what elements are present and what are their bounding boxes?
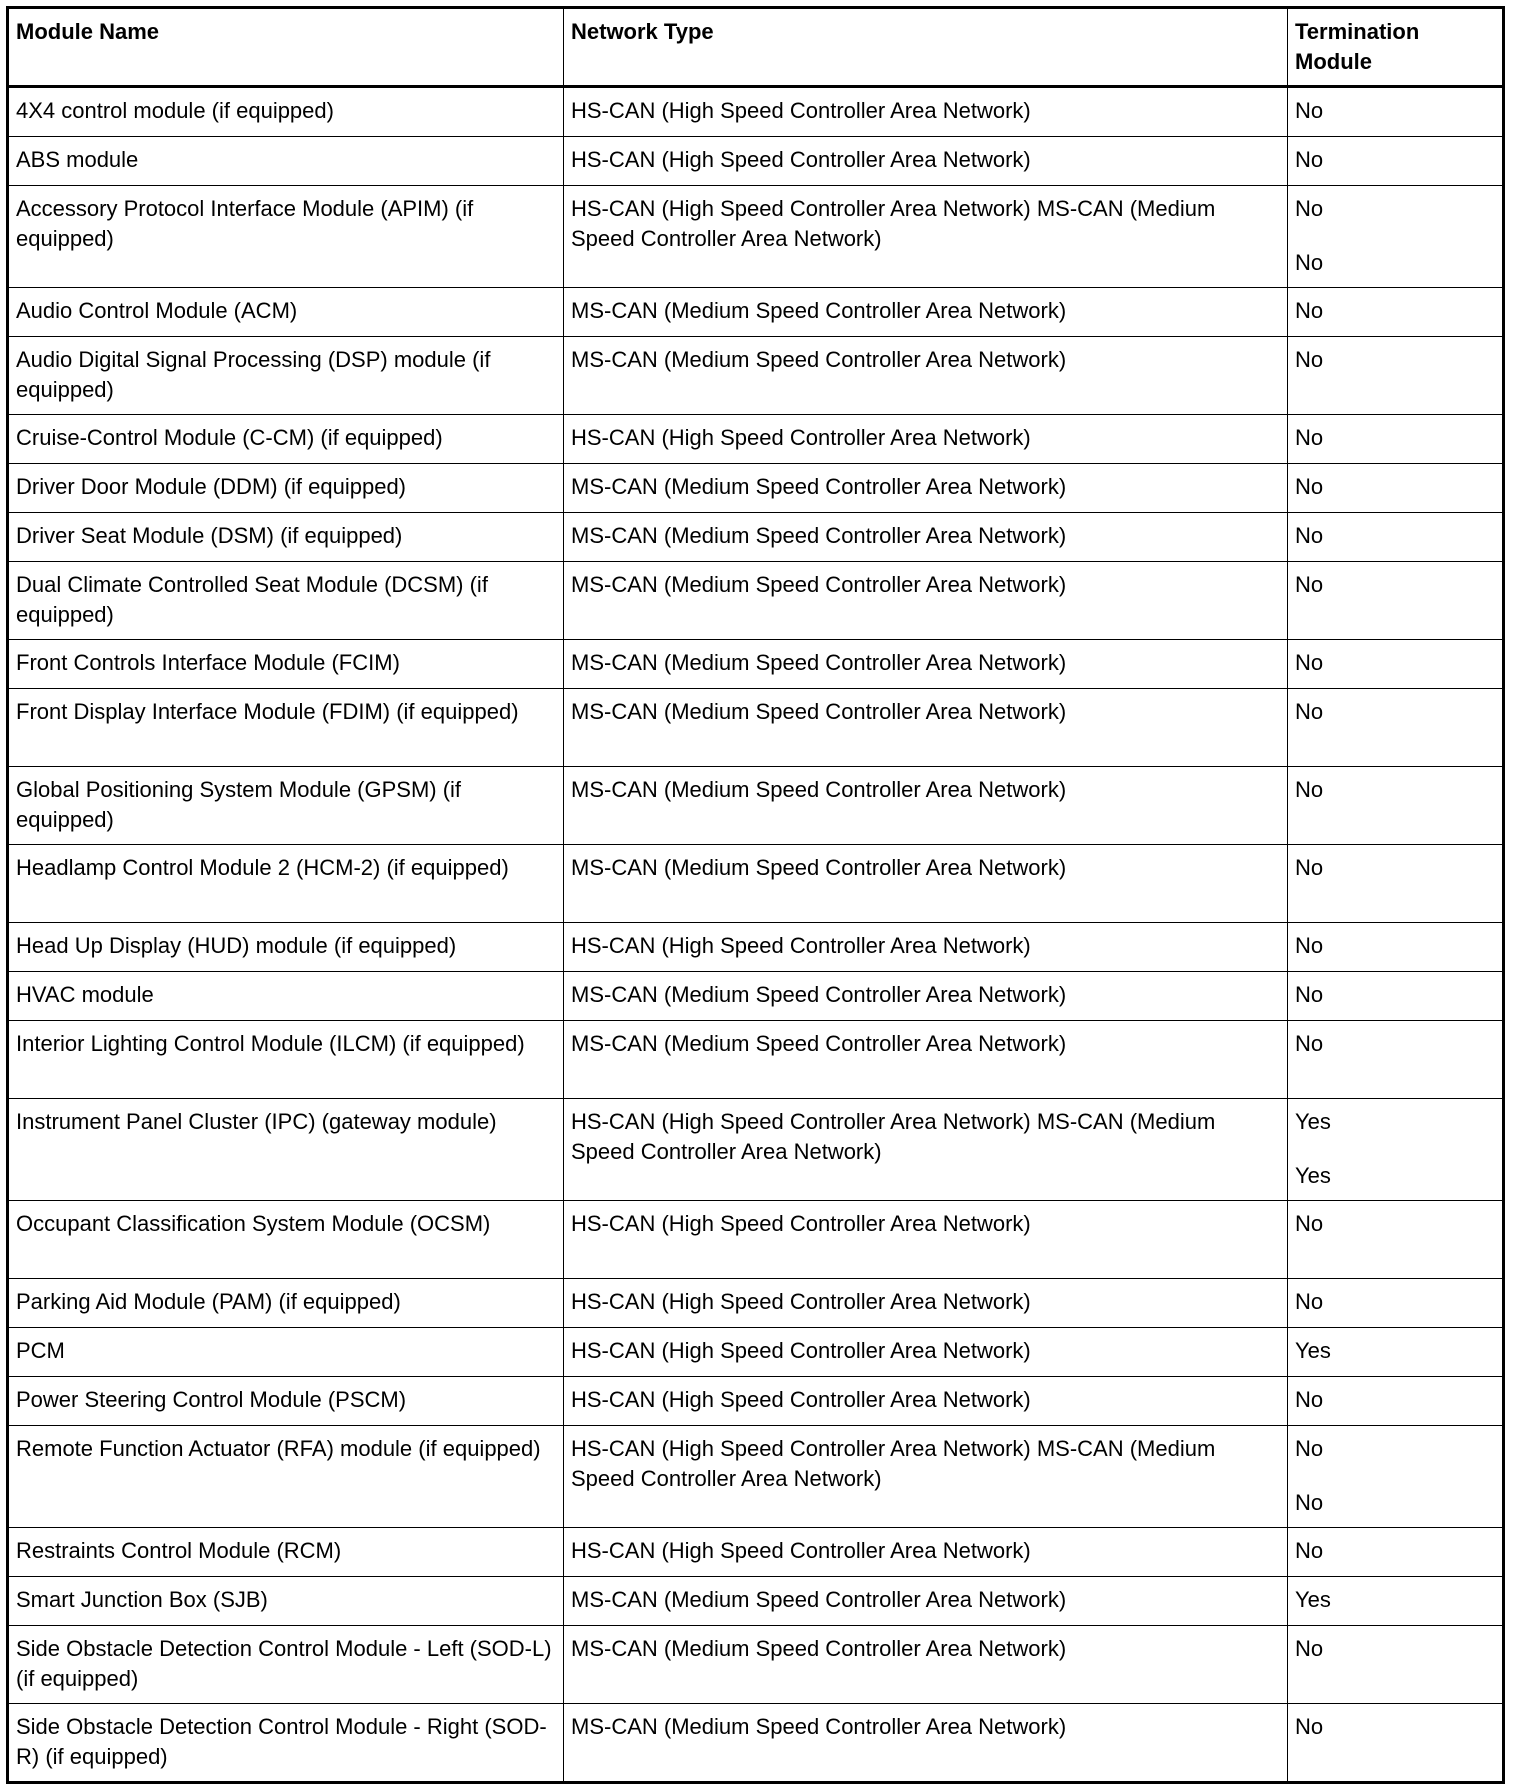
termination-value: No [1295,1031,1324,1056]
termination-cell [1288,1528,1504,1577]
network-type-cell: HS-CAN (High Speed Controller Area Network) [564,1328,1288,1377]
table-row [8,845,1504,923]
network-type-cell: MS-CAN (Medium Speed Controller Area Network) [564,1626,1288,1704]
module-name-cell: Occupant Classification System Module (OCSM) [8,1201,564,1279]
termination-cell [1288,1626,1504,1704]
termination-cell [1288,1577,1504,1626]
termination-value: Yes [1295,1109,1331,1134]
table-row [8,923,1504,972]
termination-cell [1288,288,1504,337]
module-name-cell: Front Display Interface Module (FDIM) (if equipped) [8,689,564,767]
table-row [8,1704,1504,1783]
module-name-cell: Driver Door Module (DDM) (if equipped) [8,464,564,513]
table-row [8,1377,1504,1426]
termination-cell [1288,689,1504,767]
termination-value: No [1295,147,1324,172]
termination-cell [1288,1099,1504,1201]
termination-cell [1288,1377,1504,1426]
network-type-cell: HS-CAN (High Speed Controller Area Network) MS-CAN (Medium Speed Controller Area Network) [564,186,1288,288]
module-name-cell: 4X4 control module (if equipped) [8,87,564,137]
header-network-type: Network Type [564,8,1288,87]
module-name-cell: Audio Digital Signal Processing (DSP) module (if equipped) [8,337,564,415]
module-name-cell: Side Obstacle Detection Control Module - Left (SOD-L) (if equipped) [8,1626,564,1704]
termination-cell [1288,186,1504,288]
network-type-cell: MS-CAN (Medium Speed Controller Area Network) [564,845,1288,923]
table-row [8,337,1504,415]
module-name-cell: Head Up Display (HUD) module (if equipped) [8,923,564,972]
network-type-cell: HS-CAN (High Speed Controller Area Network) [564,87,1288,137]
network-type-cell: HS-CAN (High Speed Controller Area Network) MS-CAN (Medium Speed Controller Area Network) [564,1426,1288,1528]
table-row [8,1528,1504,1577]
module-name-cell: Dual Climate Controlled Seat Module (DCSM) (if equipped) [8,562,564,640]
network-type-cell: MS-CAN (Medium Speed Controller Area Network) [564,288,1288,337]
module-name-cell: Power Steering Control Module (PSCM) [8,1377,564,1426]
termination-cell [1288,923,1504,972]
module-name-cell: Cruise-Control Module (C-CM) (if equipped) [8,415,564,464]
network-type-cell: MS-CAN (Medium Speed Controller Area Network) [564,464,1288,513]
termination-value: No [1295,298,1324,323]
module-name-cell: Smart Junction Box (SJB) [8,1577,564,1626]
header-row [8,8,1504,87]
termination-cell [1288,1328,1504,1377]
termination-cell [1288,513,1504,562]
network-type-cell: HS-CAN (High Speed Controller Area Network) [564,1201,1288,1279]
table-row [8,1201,1504,1279]
termination-value: No [1295,1636,1324,1661]
table-row [8,513,1504,562]
module-name-cell: Interior Lighting Control Module (ILCM) (if equipped) [8,1021,564,1099]
termination-value: No [1295,1289,1324,1314]
network-type-cell: MS-CAN (Medium Speed Controller Area Network) [564,689,1288,767]
termination-cell [1288,1201,1504,1279]
termination-value: No [1295,347,1324,372]
termination-cell [1288,337,1504,415]
network-type-cell: MS-CAN (Medium Speed Controller Area Network) [564,640,1288,689]
table-row [8,1021,1504,1099]
table-row [8,464,1504,513]
termination-value: No [1295,1387,1324,1412]
network-type-cell: HS-CAN (High Speed Controller Area Network) [564,137,1288,186]
network-type-cell: MS-CAN (Medium Speed Controller Area Network) [564,513,1288,562]
table-row [8,415,1504,464]
table-row [8,972,1504,1021]
termination-value: No [1295,1211,1324,1236]
module-name-cell: Audio Control Module (ACM) [8,288,564,337]
termination-value: No [1295,425,1324,450]
termination-cell [1288,562,1504,640]
termination-value: Yes [1295,1338,1331,1363]
table-row [8,562,1504,640]
table-row [8,689,1504,767]
module-name-cell: Restraints Control Module (RCM) [8,1528,564,1577]
module-name-cell: ABS module [8,137,564,186]
termination-value: No [1295,572,1324,597]
termination-cell [1288,1704,1504,1783]
network-type-cell: HS-CAN (High Speed Controller Area Network) [564,415,1288,464]
termination-value: No [1295,982,1324,1007]
table-row [8,1099,1504,1201]
network-type-cell: MS-CAN (Medium Speed Controller Area Network) [564,1704,1288,1783]
network-type-cell: MS-CAN (Medium Speed Controller Area Network) [564,562,1288,640]
module-name-cell: Driver Seat Module (DSM) (if equipped) [8,513,564,562]
termination-value: No [1295,1538,1324,1563]
module-name-cell: HVAC module [8,972,564,1021]
termination-cell [1288,1426,1504,1528]
header-module-name: Module Name [8,8,564,87]
termination-value: No [1295,699,1324,724]
network-type-cell: HS-CAN (High Speed Controller Area Network) [564,1377,1288,1426]
termination-cell [1288,767,1504,845]
module-name-cell: Side Obstacle Detection Control Module - Right (SOD-R) (if equipped) [8,1704,564,1783]
module-network-table [6,6,1505,1784]
termination-cell [1288,972,1504,1021]
table-row [8,1626,1504,1704]
termination-value: No [1295,1436,1324,1461]
termination-cell [1288,464,1504,513]
table-row [8,1328,1504,1377]
table-row [8,767,1504,845]
termination-value: No [1295,650,1324,675]
termination-cell [1288,1021,1504,1099]
module-name-cell: Parking Aid Module (PAM) (if equipped) [8,1279,564,1328]
module-name-cell: Headlamp Control Module 2 (HCM-2) (if equipped) [8,845,564,923]
termination-value: No [1295,196,1324,221]
module-name-cell: Front Controls Interface Module (FCIM) [8,640,564,689]
network-type-cell: MS-CAN (Medium Speed Controller Area Network) [564,337,1288,415]
termination-cell [1288,1279,1504,1328]
termination-cell [1288,415,1504,464]
network-type-cell: HS-CAN (High Speed Controller Area Network) [564,1528,1288,1577]
table-row [8,1577,1504,1626]
termination-cell [1288,640,1504,689]
table-row [8,186,1504,288]
termination-value: No [1295,474,1324,499]
termination-cell [1288,137,1504,186]
termination-value: No [1295,523,1324,548]
header-termination-module: Termination Module [1288,8,1504,87]
network-type-cell: MS-CAN (Medium Speed Controller Area Network) [564,1021,1288,1099]
termination-cell [1288,87,1504,137]
network-type-cell: HS-CAN (High Speed Controller Area Network) MS-CAN (Medium Speed Controller Area Network) [564,1099,1288,1201]
termination-value: Yes [1295,1163,1331,1188]
table-row [8,640,1504,689]
table-row [8,87,1504,137]
termination-value: No [1295,98,1324,123]
module-name-cell: PCM [8,1328,564,1377]
table-row [8,1279,1504,1328]
table-row [8,137,1504,186]
network-type-cell: HS-CAN (High Speed Controller Area Network) [564,1279,1288,1328]
table-row [8,288,1504,337]
network-type-cell: MS-CAN (Medium Speed Controller Area Network) [564,972,1288,1021]
module-name-cell: Remote Function Actuator (RFA) module (if equipped) [8,1426,564,1528]
termination-value: No [1295,250,1324,275]
table-row [8,1426,1504,1528]
termination-value: No [1295,1490,1324,1515]
termination-value: No [1295,1714,1324,1739]
termination-value: No [1295,933,1324,958]
termination-cell [1288,845,1504,923]
network-type-cell: MS-CAN (Medium Speed Controller Area Network) [564,1577,1288,1626]
network-type-cell: MS-CAN (Medium Speed Controller Area Network) [564,767,1288,845]
module-name-cell: Global Positioning System Module (GPSM) (if equipped) [8,767,564,845]
termination-value: No [1295,777,1324,802]
network-type-cell: HS-CAN (High Speed Controller Area Network) [564,923,1288,972]
termination-value: Yes [1295,1587,1331,1612]
module-name-cell: Accessory Protocol Interface Module (APIM) (if equipped) [8,186,564,288]
termination-value: No [1295,855,1324,880]
module-name-cell: Instrument Panel Cluster (IPC) (gateway module) [8,1099,564,1201]
